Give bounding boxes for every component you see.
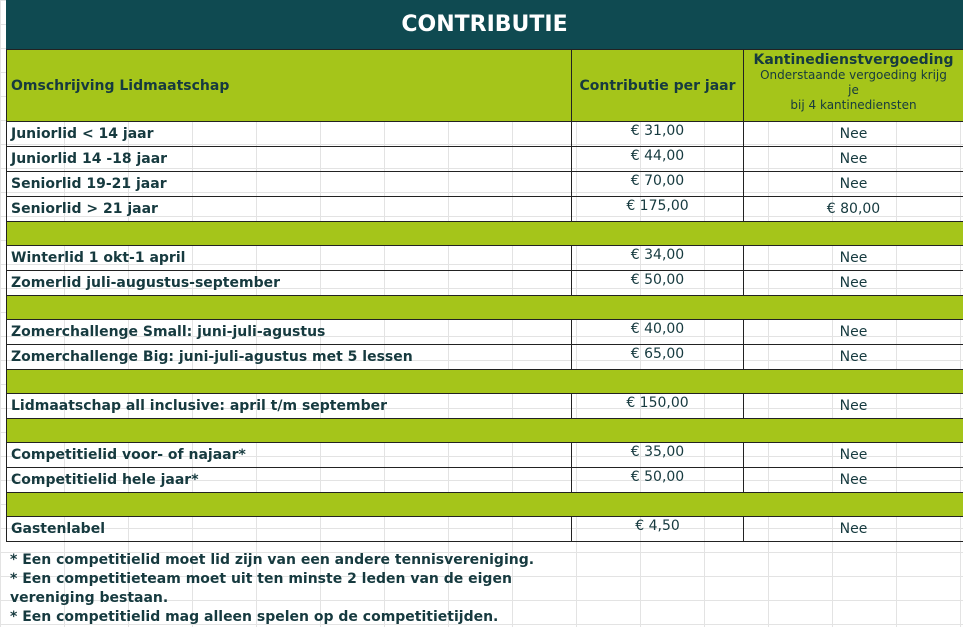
row-amount: € 50,00 <box>572 271 744 296</box>
row-description: Gastenlabel <box>7 517 572 542</box>
header-canteen-title: Kantinedienstvergoeding <box>753 52 954 68</box>
row-description: Juniorlid 14 -18 jaar <box>7 147 572 172</box>
header-row <box>7 50 963 122</box>
row-compensation: Nee <box>744 320 963 345</box>
table-row <box>7 147 963 172</box>
header-canteen-line3: bij 4 kantinediensten <box>790 98 917 112</box>
table-row <box>7 197 963 222</box>
header-canteen-compensation <box>744 50 963 122</box>
row-compensation: Nee <box>744 172 963 197</box>
row-description: Competitielid voor- of najaar* <box>7 443 572 468</box>
row-amount: € 35,00 <box>572 443 744 468</box>
footnotes <box>10 551 570 627</box>
row-amount: € 34,00 <box>572 246 744 271</box>
row-compensation: Nee <box>744 147 963 172</box>
row-amount: € 175,00 <box>572 197 744 222</box>
header-contribution: Contributie per jaar <box>572 50 744 122</box>
separator-row <box>7 419 963 443</box>
footnote: * Een competitielid mag alleen spelen op de competitietijden. <box>10 609 499 625</box>
row-description: Zomerchallenge Big: juni-juli-agustus met 5 lessen <box>7 345 572 370</box>
header-description: Omschrijving Lidmaatschap <box>7 50 572 122</box>
header-canteen-line2: je <box>848 83 859 97</box>
table-row <box>7 345 963 370</box>
row-amount: € 65,00 <box>572 345 744 370</box>
contributie-table <box>6 49 963 542</box>
table-row <box>7 517 963 542</box>
row-description: Juniorlid < 14 jaar <box>7 122 572 147</box>
separator-row <box>7 493 963 517</box>
separator-row <box>7 222 963 246</box>
row-description: Winterlid 1 okt-1 april <box>7 246 572 271</box>
table-row <box>7 246 963 271</box>
row-compensation: Nee <box>744 345 963 370</box>
separator-row <box>7 296 963 320</box>
row-description: Seniorlid 19-21 jaar <box>7 172 572 197</box>
row-compensation: Nee <box>744 394 963 419</box>
row-amount: € 4,50 <box>572 517 744 542</box>
row-compensation: Nee <box>744 271 963 296</box>
footnote: * Een competitieteam moet uit ten minste 2 leden van de eigen <box>10 571 512 587</box>
row-description: Lidmaatschap all inclusive: april t/m september <box>7 394 572 419</box>
row-description: Competitielid hele jaar* <box>7 468 572 493</box>
row-compensation: Nee <box>744 122 963 147</box>
row-description: Zomerchallenge Small: juni-juli-agustus <box>7 320 572 345</box>
row-amount: € 150,00 <box>572 394 744 419</box>
footnote: vereniging bestaan. <box>10 590 169 606</box>
footnote: * Een competitielid moet lid zijn van een andere tennisvereniging. <box>10 552 535 568</box>
row-amount: € 31,00 <box>572 122 744 147</box>
table-row <box>7 172 963 197</box>
table-row <box>7 122 963 147</box>
row-compensation: Nee <box>744 246 963 271</box>
row-compensation: Nee <box>744 517 963 542</box>
row-description: Seniorlid > 21 jaar <box>7 197 572 222</box>
row-amount: € 44,00 <box>572 147 744 172</box>
table-row <box>7 443 963 468</box>
row-compensation: Nee <box>744 443 963 468</box>
page-title: CONTRIBUTIE <box>6 0 963 49</box>
table-row <box>7 271 963 296</box>
row-compensation: € 80,00 <box>744 197 963 222</box>
row-amount: € 50,00 <box>572 468 744 493</box>
table-row <box>7 468 963 493</box>
row-amount: € 40,00 <box>572 320 744 345</box>
header-canteen-line1: Onderstaande vergoeding krijg <box>760 68 947 82</box>
row-compensation: Nee <box>744 468 963 493</box>
table-row <box>7 394 963 419</box>
table-row <box>7 320 963 345</box>
row-description: Zomerlid juli-augustus-september <box>7 271 572 296</box>
separator-row <box>7 370 963 394</box>
row-amount: € 70,00 <box>572 172 744 197</box>
